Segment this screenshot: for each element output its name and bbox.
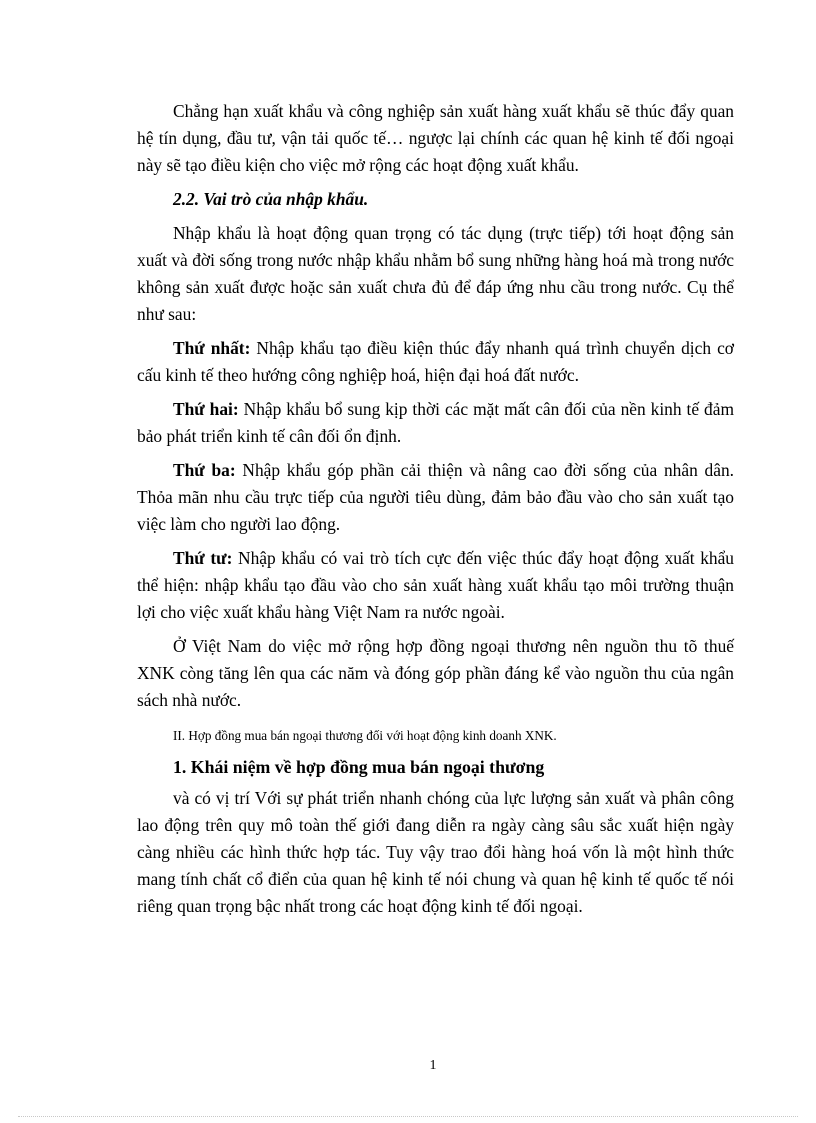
third-point-label: Thứ ba:	[173, 460, 236, 480]
heading-import-role: 2.2. Vai trò của nhập khẩu.	[173, 189, 369, 209]
page-number: 1	[429, 1058, 437, 1073]
fourth-point-text: Nhập khẩu có vai trò tích cực đến việc thúc đẩy hoạt động xuất khẩu thể hiện: nhập khẩu tạo đầu vào cho sản xuất hàng xuất khẩu tạo môi trường thuận lợi cho việc xuất khẩu hàng Việt Nam ra nước ngoài.	[137, 548, 734, 622]
fourth-point-label: Thứ tư:	[173, 548, 233, 568]
paragraph-second-point	[137, 396, 734, 450]
second-point-text: Nhập khẩu bổ sung kịp thời các mặt mất cân đối của nền kinh tế đảm bảo phát triển kinh tế cân đối ổn định.	[137, 399, 734, 446]
second-point-label: Thứ hai:	[173, 399, 239, 419]
paragraph-fourth-point	[137, 545, 734, 626]
paragraph-first-point	[137, 335, 734, 389]
paragraph-third-point	[137, 457, 734, 538]
third-point-text: Nhập khẩu góp phần cải thiện và nâng cao đời sống của nhân dân. Thỏa mãn nhu cầu trực tiếp của người tiêu dùng, đảm bảo đầu vào cho sản xuất tạo việc làm cho người lao động.	[137, 460, 734, 534]
paragraph-contract-concept: và có vị trí Với sự phát triển nhanh chóng của lực lượng sản xuất và phân công lao động trên quy mô toàn thế giới đang diễn ra ngày càng sâu sắc xuất hiện ngày càng nhiều các hình thức hợp tác. Tuy vậy trao đổi hàng hoá vốn là một hình thức mang tính chất cổ điển của quan hệ kinh tế nói chung và quan hệ kinh tế quốc tế nói riêng quan trọng bậc nhất trong các hoạt động kinh tế đối ngoại.	[137, 788, 734, 916]
paragraph-vietnam-revenue: Ở Việt Nam do việc mở rộng hợp đồng ngoại thương nên nguồn thu tõ thuế XNK còng tăng lên qua các năm và đóng góp phần đáng kể vào nguồn thu của ngân sách nhà nước.	[137, 636, 734, 710]
paragraph-export-relations: Chẳng hạn xuất khẩu và công nghiệp sản xuất hàng xuất khẩu sẽ thúc đẩy quan hệ tín dụng, đầu tư, vận tải quốc tế… ngược lại chính các quan hệ kinh tế đối ngoại này sẽ tạo điều kiện cho việc mở rộng các hoạt động xuất khẩu.	[137, 101, 734, 175]
first-point-text: Nhập khẩu tạo điều kiện thúc đẩy nhanh quá trình chuyển dịch cơ cấu kinh tế theo hướng công nghiệp hoá, hiện đại hoá đất nước.	[137, 338, 734, 385]
section-heading-contract: II. Hợp đồng mua bán ngoại thương đối với hoạt động kinh doanh XNK.	[173, 728, 557, 743]
paragraph-import-intro: Nhập khẩu là hoạt động quan trọng có tác dụng (trực tiếp) tới hoạt động sản xuất và đời sống trong nước nhập khẩu nhằm bổ sung những hàng hoá mà trong nước không sản xuất được hoặc sản xuất chưa đủ để đáp ứng nhu cầu trong nước. Cụ thể như sau:	[137, 223, 734, 324]
footer-divider	[18, 1116, 798, 1117]
first-point-label: Thứ nhất:	[173, 338, 251, 358]
document-body	[137, 98, 734, 920]
heading-contract-concept: 1. Khái niệm về hợp đồng mua bán ngoại thương	[173, 757, 545, 777]
